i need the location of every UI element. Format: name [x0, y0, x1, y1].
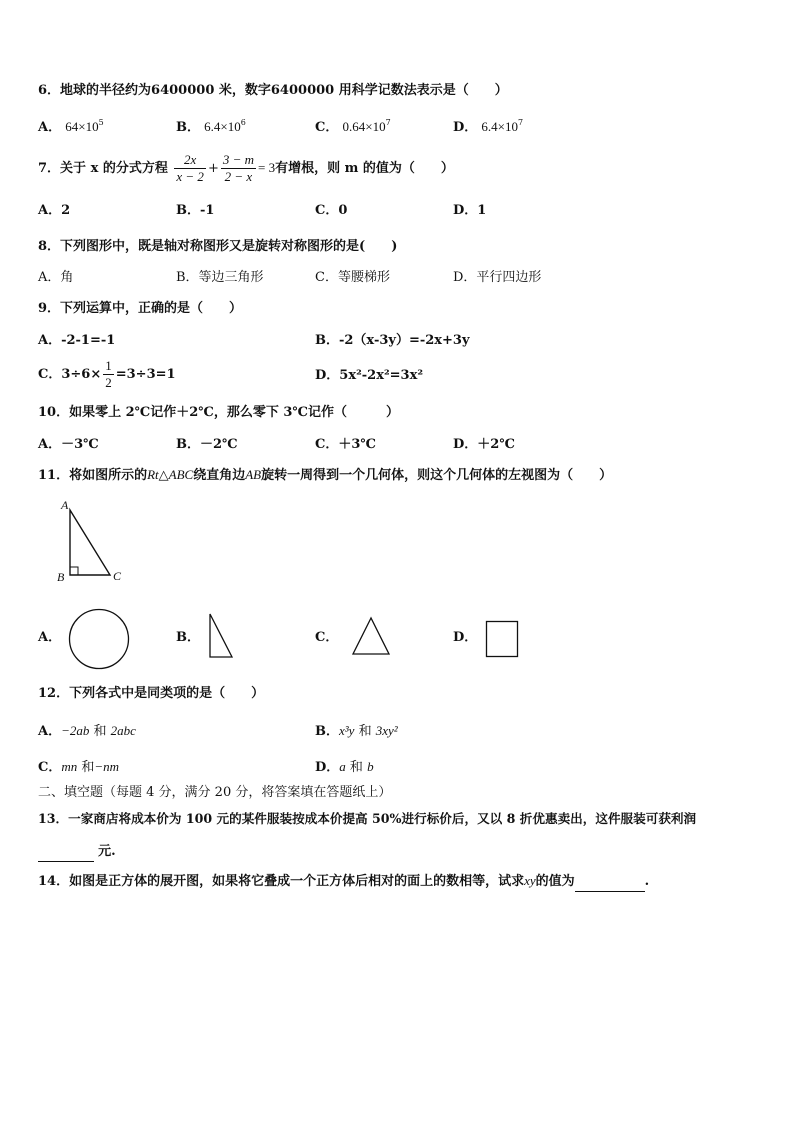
q6-b-exp: 6: [240, 118, 246, 127]
q12-b-expr1: x³y: [339, 723, 355, 738]
q12-c-expr2: −nm: [94, 759, 120, 774]
q11-option-b: B．: [176, 630, 200, 645]
q10-option-c: C．＋3℃: [315, 437, 376, 452]
q14-stem-prefix: 14．如图是正方体的展开图，如果将它叠成一个正方体后相对的面上的数相等，试求: [38, 874, 525, 889]
q11-stem-prefix: 11．将如图所示的: [38, 468, 148, 483]
q12-b-label: B．: [315, 724, 339, 739]
q12-option-c: [38, 758, 119, 777]
q6-c-label: C．: [315, 120, 339, 135]
q6-c-exp: 7: [385, 118, 391, 127]
q13-stem: 13．一家商店将成本价为 100 元的某件服装按成本价提高 50%进行标价后，又以 8 折优惠卖出，这件服装可获利润: [38, 811, 697, 826]
q11-math-ab: AB: [245, 467, 262, 482]
q6-a-base: 64×10: [65, 119, 99, 134]
q12-option-d: [315, 758, 374, 777]
q9-c-prefix: C．3÷6×: [38, 367, 102, 382]
q11-fig-label-c: C: [113, 569, 122, 583]
q6-d-exp: 7: [518, 118, 524, 127]
q12-d-expr2: b: [367, 759, 374, 774]
q14-math-xy: xy: [524, 873, 536, 888]
q8-option-d: D．平行四边形: [453, 270, 542, 285]
q12-c-and: 和: [81, 760, 95, 775]
q6-b-base: 6.4×10: [204, 119, 241, 134]
q9-stem: 9．下列运算中，正确的是（ ）: [38, 301, 243, 316]
q6-c-base: 0.64×10: [342, 119, 386, 134]
q7-frac1-numerator: 2x: [184, 152, 197, 167]
q7-stem-prefix: 7．关于 x 的分式方程: [38, 161, 168, 176]
q9-option-b: B．-2（x-3y）=-2x+3y: [315, 333, 470, 348]
q12-a-and: 和: [93, 724, 107, 739]
q7-option-b: B．-1: [176, 203, 215, 218]
q14-stem: [38, 872, 649, 892]
q7-option-c: C．0: [315, 203, 348, 218]
q12-a-expr2: 2abc: [110, 723, 136, 738]
q7-plus: +: [207, 161, 219, 176]
q7-frac1-denominator: x − 2: [176, 169, 204, 184]
q7-frac2-numerator: 3 − m: [222, 152, 255, 167]
q12-d-and: 和: [349, 760, 363, 775]
q11-rectangle-shape: [484, 619, 520, 659]
q6-a-label: A．: [38, 120, 62, 135]
q7-stem-suffix: 有增根，则 m 的值为（ ）: [275, 161, 454, 176]
q11-math-triangle: Rt△ABC: [147, 467, 194, 482]
q7-equals: = 3: [258, 160, 276, 175]
q8-option-a: A．角: [38, 270, 74, 285]
q10-option-a: A．－3℃: [38, 437, 99, 452]
q7-option-a: A．2: [38, 203, 71, 218]
q12-c-label: C．: [38, 760, 62, 775]
q6-a-exp: 5: [98, 118, 104, 127]
q11-fig-label-a: A: [61, 498, 69, 512]
q7-frac2-denominator: 2 − x: [221, 168, 256, 185]
q11-stem-mid: 绕直角边: [193, 468, 246, 483]
q6-b-label: B．: [176, 120, 200, 135]
q12-option-a: [38, 722, 136, 741]
q9-option-d: D．5x²-2x²=3x²: [315, 368, 424, 383]
q12-a-label: A．: [38, 724, 62, 739]
q8-option-b: B．等边三角形: [176, 270, 264, 285]
q12-a-expr1: −2ab: [61, 723, 90, 738]
q11-option-c: C．: [315, 630, 339, 645]
q10-option-b: B．－2℃: [176, 437, 238, 452]
q9-c-denominator: 2: [105, 375, 112, 390]
q6-stem: 6．地球的半径约为6400000 米，数字6400000 用科学记数法表示是（ ）: [38, 83, 508, 98]
q11-stem-suffix: 旋转一周得到一个几何体，则这个几何体的左视图为（ ）: [261, 468, 613, 483]
q11-circle-shape: [68, 608, 130, 670]
q8-stem: 8．下列图形中，既是轴对称图形又是旋转对称图形的是( ): [38, 239, 398, 254]
q10-stem: 10．如果零上 2℃记作＋2℃，那么零下 3℃记作（ ）: [38, 405, 400, 420]
q11-triangle-shape: [350, 616, 394, 658]
q13-answer-line: [38, 843, 116, 862]
q6-d-base: 6.4×10: [481, 119, 519, 134]
q7-option-d: D．1: [453, 203, 487, 218]
q9-option-a: A．-2-1=-1: [38, 333, 116, 348]
q12-option-b: [315, 722, 398, 741]
q12-d-expr1: a: [339, 759, 346, 774]
section-2-heading: 二、填空题（每题 4 分，满分 20 分，将答案填在答题纸上）: [38, 785, 392, 800]
q13-answer-blank[interactable]: [38, 843, 94, 862]
q12-stem: 12．下列各式中是同类项的是（ ）: [38, 686, 265, 701]
q12-c-expr1: mn: [61, 759, 78, 774]
q11-fig-label-b: B: [57, 570, 65, 584]
q9-c-numerator: 1: [105, 358, 112, 373]
q14-end: .: [644, 874, 650, 889]
q9-c-suffix: =3÷3=1: [115, 367, 176, 382]
q10-option-d: D．＋2℃: [453, 437, 515, 452]
q12-d-label: D．: [315, 760, 340, 775]
q14-answer-blank[interactable]: [575, 873, 645, 892]
q13-suffix: 元.: [98, 844, 116, 859]
q14-stem-suffix: 的值为: [535, 874, 575, 889]
q11-option-d: D．: [453, 630, 478, 645]
q8-option-c: C．等腰梯形: [315, 270, 390, 285]
q6-d-label: D．: [453, 120, 478, 135]
q11-right-triangle-shape: [207, 612, 237, 660]
q12-b-and: 和: [358, 724, 372, 739]
q12-b-expr2: 3xy²: [375, 723, 398, 738]
q11-option-a: A．: [38, 630, 62, 645]
